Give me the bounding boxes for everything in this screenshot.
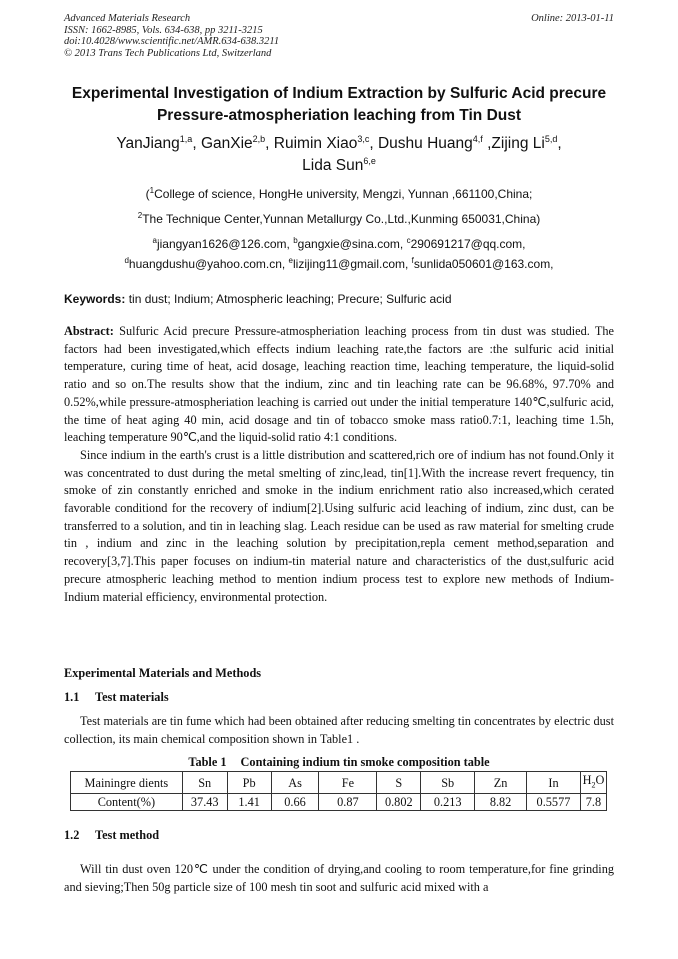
introduction-paragraph: Since indium in the earth's crust is a little distribution and scattered,rich ore of indium has not found.Only it was concentrated to dust during the metal smelting of zinc,lead, tin[1].With the increase revert frequency, tin smoke of zin constantly enriched and smoke in the indium enrichment ratio also increased,which cerated favorable conditiond for the recovery of indium[2].Using sulfuric acid leaching of indium, zinc dust, can be transferred to a solution, and tin in leaching slag. Leach residue can be used as raw material for smelting crude tin , indium and zinc in the leaching solution by precipitation,repla cement method,separation and recovery[3,7].This paper focuses on indium-tin material nature and characteristics of the dust,sulfuric acid precure atmospheric leaching method to mention indium process test to explore new methods of Indium-Indium material efficiency, environmental protection. xyxy=(64,447,614,604)
table-row-content xyxy=(71,794,607,811)
email-address: lizijing11@gmail.com, xyxy=(293,257,412,271)
subsection-heading-test-method xyxy=(64,828,159,842)
author-name: Dushu Huang xyxy=(377,135,473,152)
author-name: Lida Sun xyxy=(302,157,364,174)
email-line-2 xyxy=(40,257,638,271)
journal-name: Advanced Materials Research xyxy=(64,13,191,24)
author-name: Zijing Li xyxy=(491,135,545,152)
test-method-paragraph: Will tin dust oven 120℃ under the condition of drying,and cooling to room temperature,for fine grinding and sieving;Then 50g particle size of 100 mesh tin soot and sulfuric acid mixed with a xyxy=(64,862,614,894)
email-address: huangdushu@yahoo.com.cn, xyxy=(128,257,289,271)
author-separator: , xyxy=(192,135,201,152)
affiliation-mark: 1 xyxy=(149,186,155,195)
author-affiliation-mark: 5,d xyxy=(544,134,558,144)
author-separator: , xyxy=(557,135,562,152)
formula-rest: O xyxy=(595,773,605,787)
author-name: Ruimin Xiao xyxy=(273,135,358,152)
email-mark: b xyxy=(293,236,298,245)
email-line-1 xyxy=(40,237,638,251)
test-materials-paragraph: Test materials are tin fume which had been obtained after reducing smelting tin concentrates by electric dust collection, its main chemical composition shown in Table1 . xyxy=(64,714,614,746)
email-address: sunlida050601@163.com, xyxy=(413,257,554,271)
table-cell: Sn xyxy=(182,772,227,794)
author-affiliation-mark: 2,b xyxy=(252,134,266,144)
table-caption xyxy=(64,755,614,769)
table-cell: 7.8 xyxy=(580,794,606,811)
author-name: GanXie xyxy=(200,135,253,152)
affiliation-mark: 2 xyxy=(137,211,143,220)
author-separator: , xyxy=(265,135,274,152)
row-label: Content(%) xyxy=(71,794,183,811)
author-affiliation-mark: 6,e xyxy=(363,156,376,166)
email-mark: f xyxy=(411,256,414,265)
email-mark: d xyxy=(124,256,129,265)
author-affiliation-mark: 3,c xyxy=(357,134,370,144)
table-cell: S xyxy=(377,772,421,794)
subsection-heading-test-materials xyxy=(64,690,169,704)
table-cell: 1.41 xyxy=(227,794,271,811)
table-cell: As xyxy=(271,772,319,794)
subsection-title: Test materials xyxy=(95,690,169,704)
online-date: Online: 2013-01-11 xyxy=(531,13,614,24)
abstract-label: Abstract: xyxy=(64,324,114,338)
table-cell: Zn xyxy=(475,772,527,794)
email-mark: a xyxy=(152,236,157,245)
test-materials-text xyxy=(64,713,614,748)
journal-doi: doi:10.4028/www.scientific.net/AMR.634-638.3211 xyxy=(64,36,280,47)
affiliation-2 xyxy=(40,212,638,226)
affiliation-text: College of science, HongHe university, Mengzi, Yunnan ,661100,China; xyxy=(154,187,533,201)
subsection-number: 1.1 xyxy=(64,690,80,704)
keywords-text: tin dust; Indium; Atmospheric leaching; Precure; Sulfuric acid xyxy=(125,292,452,306)
affiliation-1 xyxy=(40,187,638,201)
table-cell: Pb xyxy=(227,772,271,794)
author-line-2 xyxy=(40,155,638,177)
section-heading: Experimental Materials and Methods xyxy=(64,666,262,680)
keywords-label: Keywords: xyxy=(64,292,126,306)
table-number: Table 1 xyxy=(188,755,227,769)
journal-copyright: © 2013 Trans Tech Publications Ltd, Switzerland xyxy=(64,47,272,59)
row-label: Mainingre dients xyxy=(71,772,183,794)
test-method-text xyxy=(64,861,614,896)
email-address: jiangyan1626@126.com, xyxy=(156,237,294,251)
keywords xyxy=(64,292,614,306)
table-row-elements xyxy=(71,772,607,794)
table-cell: In xyxy=(527,772,581,794)
table-cell: 0.802 xyxy=(377,794,421,811)
subsection-title: Test method xyxy=(95,828,160,842)
table-cell: 0.66 xyxy=(271,794,319,811)
email-mark: c xyxy=(406,236,411,245)
table-cell: 37.43 xyxy=(182,794,227,811)
affiliation-text: The Technique Center,Yunnan Metallurgy Co.,Ltd.,Kunming 650031,China) xyxy=(142,212,541,226)
author-separator: , xyxy=(482,135,492,152)
author-separator: , xyxy=(369,135,378,152)
author-affiliation-mark: 4,f xyxy=(472,134,483,144)
journal-issn: ISSN: 1662-8985, Vols. 634-638, pp 3211-3215 xyxy=(64,24,263,36)
title-line-1: Experimental Investigation of Indium Extraction by Sulfuric Acid precure xyxy=(71,85,607,102)
email-mark: e xyxy=(288,256,293,265)
table-cell xyxy=(580,772,606,794)
author-line-1 xyxy=(40,133,638,155)
journal-header xyxy=(64,13,279,59)
table-cell: Sb xyxy=(421,772,475,794)
table-cell: 0.87 xyxy=(319,794,377,811)
formula-base: H xyxy=(582,773,592,787)
abstract-block xyxy=(64,323,614,606)
table-cell: 0.5577 xyxy=(527,794,581,811)
composition-table xyxy=(70,771,607,811)
author-affiliation-mark: 1,a xyxy=(179,134,193,144)
paper-title xyxy=(40,83,638,127)
table-cell: 8.82 xyxy=(475,794,527,811)
formula-subscript: 2 xyxy=(591,780,596,790)
author-name: YanJiang xyxy=(116,135,180,152)
table-cell: Fe xyxy=(319,772,377,794)
abstract-text: Sulfuric Acid precure Pressure-atmospheriation leaching process from tin dust was studied. The factors had been investigated,which effects indium leaching rate,the factors are :the sulfuric acid initial temperature, curing time of heat, acid dosage, leaching reaction time, leaching temperature, the liquid-solid ratio and so on.The results show that the indium, zinc and tin leaching rate can be 96.68%, 97.70% and 0.52%,while pressure-atmospheriation leaching is carried out under the initial temperature 140℃,sulfuric acid, the time of heat aging 40 min, acid dosage and tin of tobacco smoke mass ratio0.7:1, leaching time 1.5h, leaching temperature 90℃,and the liquid-solid ratio 4:1 conditions. xyxy=(64,324,614,445)
email-address: 290691217@qq.com, xyxy=(410,237,526,251)
table-cell: 0.213 xyxy=(421,794,475,811)
abstract-paragraph xyxy=(64,323,614,447)
affiliation-open-paren: ( xyxy=(145,187,150,201)
table-title: Containing indium tin smoke composition table xyxy=(240,755,490,769)
author-list xyxy=(40,133,638,177)
subsection-number: 1.2 xyxy=(64,828,80,842)
email-address: gangxie@sina.com, xyxy=(297,237,407,251)
title-line-2: Pressure-atmospheriation leaching from Tin Dust xyxy=(156,107,522,124)
